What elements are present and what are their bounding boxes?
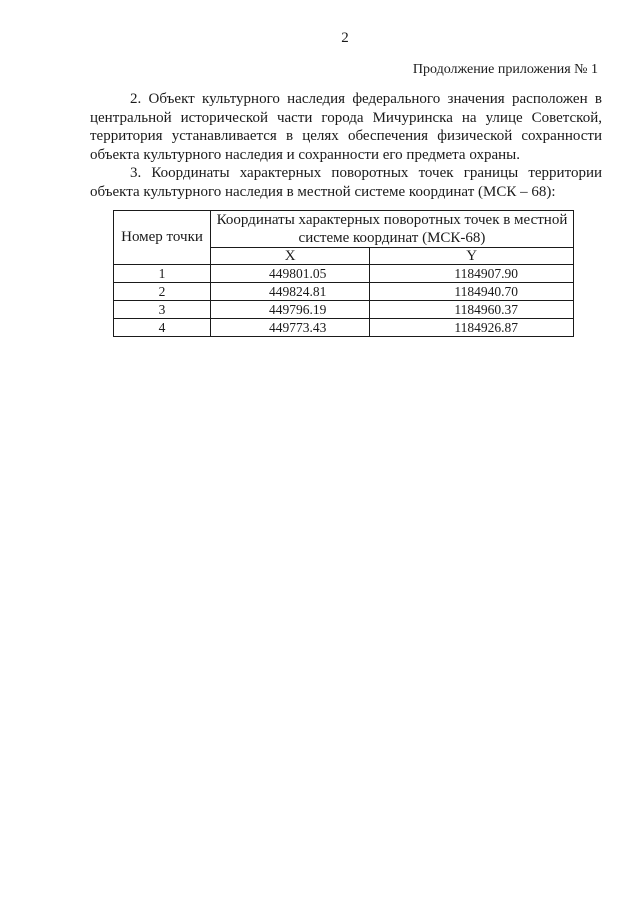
cell-x: 449796.19 (211, 301, 370, 319)
table-header-row (114, 211, 574, 248)
appendix-continuation-note: Продолжение приложения № 1 (412, 62, 598, 77)
cell-point-number: 3 (114, 301, 211, 319)
paragraph-object-location: 2. Объект культурного наследия федерального значения расположен в центральной исторической части города Мичуринска на улице Советской, территория устанавливается в целях обеспечения физической сохранности объекта культурного наследия и сохранности его предмета охраны. (90, 91, 602, 163)
cell-y: 1184907.90 (370, 265, 574, 283)
table-row (114, 283, 574, 301)
header-coordinates: Координаты характерных поворотных точек в местной системе координат (МСК-68) (211, 211, 574, 248)
cell-point-number: 2 (114, 283, 211, 301)
cell-y: 1184960.37 (370, 301, 574, 319)
header-x: X (211, 248, 370, 265)
cell-y: 1184926.87 (370, 319, 574, 337)
header-point-number: Номер точки (114, 211, 211, 265)
cell-x: 449773.43 (211, 319, 370, 337)
coordinates-table (113, 210, 574, 337)
page-number: 2 (341, 30, 349, 46)
table-row (114, 301, 574, 319)
paragraph-coordinates-intro: 3. Координаты характерных поворотных точек границы территории объекта культурного наследия в местной системе координат (МСК – 68): (90, 165, 602, 200)
header-y: Y (370, 248, 574, 265)
cell-point-number: 4 (114, 319, 211, 337)
table-row (114, 265, 574, 283)
cell-point-number: 1 (114, 265, 211, 283)
cell-x: 449801.05 (211, 265, 370, 283)
cell-y: 1184940.70 (370, 283, 574, 301)
cell-x: 449824.81 (211, 283, 370, 301)
table-row (114, 319, 574, 337)
